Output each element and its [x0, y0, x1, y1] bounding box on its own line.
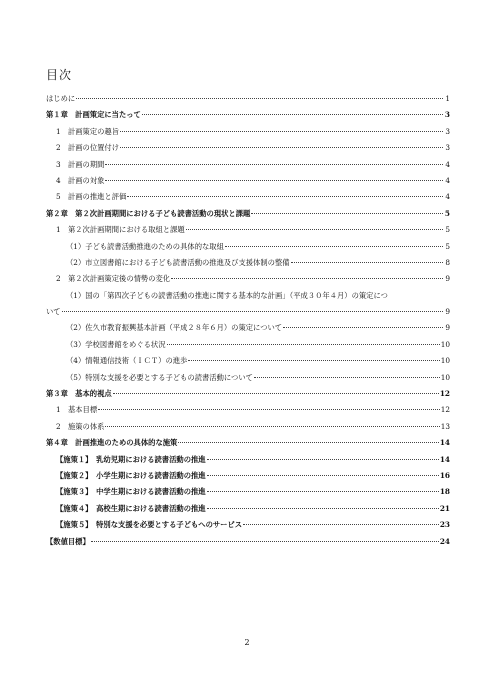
toc-label: 第２章 第２次計画期間における子ども読書活動の現状と課題: [46, 208, 251, 218]
toc-label: （2）佐久市教育振興基本計画（平成２８年６月）の策定について: [66, 323, 283, 333]
page-number: 2: [244, 638, 250, 647]
toc-label: 【施策２】 小学生期における読書活動の推進: [56, 470, 206, 480]
toc-label: いて: [46, 307, 61, 317]
toc-page: 5: [445, 241, 450, 251]
toc-label: （1）国の「第四次子どもの読書活動の推進に関する基本的な計画」（平成３０年４月）の策定につ: [66, 290, 388, 300]
toc-entry[interactable]: [46, 189, 450, 205]
toc-entry[interactable]: [46, 271, 450, 287]
leader-dots: [142, 114, 443, 115]
leader-dots: [105, 164, 443, 165]
leader-dots: [105, 426, 439, 427]
leader-dots: [291, 262, 443, 263]
toc-page: 4: [445, 159, 450, 169]
toc-page: 9: [445, 323, 450, 333]
leader-dots: [207, 459, 439, 460]
toc-label: 1 第２次計画期間における取組と課題: [56, 225, 185, 235]
toc-label: 2 第２次計画策定後の情勢の変化: [56, 274, 171, 284]
toc-entry-measure-4[interactable]: [46, 501, 450, 517]
toc-page: 10: [440, 372, 450, 382]
leader-dots: [186, 229, 443, 230]
toc-page: 5: [444, 208, 450, 218]
toc-entry-numeric-targets[interactable]: [46, 534, 450, 550]
toc-entry[interactable]: [46, 402, 450, 418]
toc-label: （5）特別な支援を必要とする子どもの読書活動について: [66, 372, 253, 382]
toc-page: 12: [439, 389, 450, 399]
toc-page: 1: [445, 94, 450, 103]
toc-page: 10: [440, 339, 450, 349]
toc-entry[interactable]: [46, 255, 450, 271]
toc-label: 1 基本目標: [56, 405, 98, 415]
toc-page: 12: [440, 405, 450, 415]
toc-entry-measure-2[interactable]: [46, 468, 450, 484]
toc-label: 第３章 基本的視点: [46, 389, 112, 399]
toc-page: 18: [439, 487, 450, 497]
toc-label: （3）学校図書館をめぐる状況: [66, 339, 166, 349]
toc-entry-chapter-3[interactable]: [46, 386, 450, 402]
toc-entry-measure-3[interactable]: [46, 484, 450, 500]
leader-dots: [251, 213, 443, 214]
toc-label: 2 施策の体系: [56, 421, 105, 431]
toc-entry-chapter-4[interactable]: [46, 435, 450, 451]
toc-label: 2 計画の位置付け: [56, 143, 120, 153]
toc-page: 4: [445, 175, 450, 185]
toc-label: 5 計画の推進と評価: [56, 192, 127, 202]
toc-label: 第４章 計画推進のための具体的な施策: [46, 438, 178, 448]
toc-label: 【施策４】 高校生期における読書活動の推進: [56, 503, 206, 513]
toc-label: 【施策３】 中学生期における読書活動の推進: [56, 487, 206, 497]
leader-dots: [188, 360, 439, 361]
toc-page: 16: [439, 470, 450, 480]
toc-page: 9: [445, 307, 450, 317]
toc-label: 3 計画の期間: [56, 159, 105, 169]
toc-page: 23: [439, 520, 450, 530]
leader-dots: [113, 393, 439, 394]
toc-entry[interactable]: [46, 173, 450, 189]
toc-page: 14: [439, 454, 450, 464]
toc-label: 4 計画の対象: [56, 175, 105, 185]
toc-title: 目次: [46, 68, 73, 82]
toc-entry-wrapped[interactable]: [46, 288, 450, 304]
toc-entry-chapter-1[interactable]: [46, 107, 450, 123]
toc-entry[interactable]: [46, 337, 450, 353]
leader-dots: [225, 246, 443, 247]
toc-page: 4: [445, 192, 450, 202]
toc-page: 10: [440, 356, 450, 366]
leader-dots: [254, 377, 440, 378]
leader-dots: [167, 344, 440, 345]
leader-dots: [105, 180, 443, 181]
leader-dots: [171, 278, 443, 279]
toc-entry-continuation[interactable]: [46, 304, 450, 320]
toc-entry-measure-1[interactable]: [46, 452, 450, 468]
toc-label: 【施策５】 特別な支援を必要とする子どもへのサービス: [56, 520, 243, 530]
toc-entry[interactable]: [46, 222, 450, 238]
toc-page: 9: [445, 274, 450, 284]
leader-dots: [127, 196, 443, 197]
toc-label: （1）子ども読書活動推進のための具体的な取組: [66, 241, 224, 251]
toc-entry[interactable]: [46, 157, 450, 173]
leader-dots: [207, 491, 439, 492]
toc-label: 【数値目標】: [46, 536, 90, 546]
toc-label: 1 計画策定の趣旨: [56, 126, 120, 136]
toc-page: 13: [440, 421, 450, 431]
toc-entry[interactable]: [46, 124, 450, 140]
leader-dots: [283, 327, 443, 328]
toc-entry[interactable]: [46, 239, 450, 255]
toc-page: 3: [445, 126, 450, 136]
leader-dots: [91, 541, 439, 542]
toc-page: 24: [439, 536, 450, 546]
table-of-contents: [46, 91, 450, 550]
toc-entry-measure-5[interactable]: [46, 517, 450, 533]
leader-dots: [62, 311, 443, 312]
toc-label: はじめに: [46, 94, 76, 103]
leader-dots: [98, 409, 440, 410]
leader-dots: [178, 442, 439, 443]
toc-page: 3: [444, 110, 450, 120]
leader-dots: [207, 508, 439, 509]
toc-label: 第１章 計画策定に当たって: [46, 110, 141, 120]
toc-page: 8: [445, 257, 450, 267]
toc-page: 3: [445, 143, 450, 153]
toc-entry[interactable]: [46, 320, 450, 336]
toc-page: 5: [445, 225, 450, 235]
toc-entry-chapter-2[interactable]: [46, 206, 450, 222]
toc-entry[interactable]: [46, 353, 450, 369]
toc-entry[interactable]: [46, 370, 450, 386]
leader-dots: [243, 524, 439, 525]
toc-entry[interactable]: [46, 419, 450, 435]
leader-dots: [207, 475, 439, 476]
toc-page: 21: [439, 503, 450, 513]
toc-label: 【施策１】 乳幼児期における読書活動の推進: [56, 454, 206, 464]
leader-dots: [76, 98, 443, 99]
toc-page: 14: [439, 438, 450, 448]
toc-entry-intro[interactable]: [46, 91, 450, 107]
toc-entry[interactable]: [46, 140, 450, 156]
leader-dots: [120, 131, 443, 132]
leader-dots: [120, 147, 443, 148]
toc-label: （2）市立図書館における子ども読書活動の推進及び支援体制の整備: [66, 257, 290, 267]
toc-label: （4）情報通信技術（ＩＣＴ）の進歩: [66, 356, 188, 366]
